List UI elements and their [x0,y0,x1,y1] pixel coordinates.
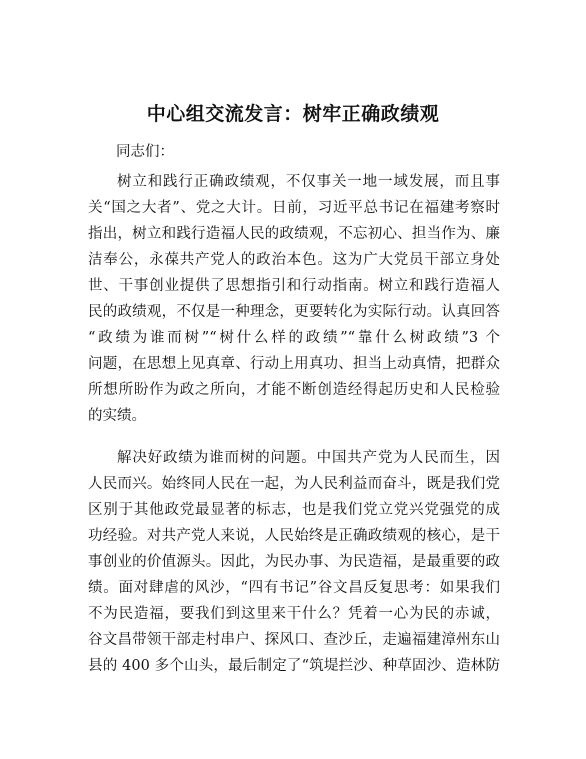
paragraph-line: 功经验。对共产党人来说，人民始终是正确政绩观的核心，是干 [88,528,500,544]
paragraph-1 [88,169,500,429]
paragraph-line: 所想所盼作为政之所向，才能不断创造经得起历史和人民检验 [88,382,500,398]
paragraph-line: 绩。面对肆虐的风沙，“四有书记”谷文昌反复思考：如果我们 [88,580,500,596]
paragraph-line: 世、干事创业提供了思想指引和行动指南。树立和践行造福人 [88,278,500,294]
paragraph-line: 民的政绩观，不仅是一种理念，更要转化为实际行动。认真回答 [88,304,500,320]
paragraph-line: 区别于其他政党最显著的标志，也是我们党立党兴党强党的成 [88,502,500,518]
document-title: 中心组交流发言：树牢正确政绩观 [146,103,440,125]
paragraph-line: 事创业的价值源头。因此，为民办事、为民造福，是最重要的政 [88,554,500,570]
paragraph-line: 解决好政绩为谁而树的问题。中国共产党为人民而生，因 [117,450,500,466]
paragraph-line: 洁奉公，永葆共产党人的政治本色。这为广大党员干部立身处 [88,252,500,268]
paragraph-line: 树立和践行正确政绩观，不仅事关一地一域发展，而且事 [117,174,500,190]
paragraph-line: 不为民造福，要我们到这里来干什么？凭着一心为民的赤诚， [88,606,500,622]
paragraph-2 [88,445,500,679]
paragraph-line: 关“国之大者”、党之大计。日前，习近平总书记在福建考察时 [88,200,500,216]
greeting: 同志们： [116,144,174,160]
paragraph-line: 指出，树立和践行造福人民的政绩观，不忘初心、担当作为、廉 [88,226,500,242]
paragraph-line: 县的 400 多个山头，最后制定了“筑堤拦沙、种草固沙、造林防 [88,658,500,674]
paragraph-line: 问题，在思想上见真章、行动上用真功、担当上动真情，把群众 [88,356,500,372]
paragraph-line: 的实绩。 [88,408,146,424]
paragraph-line: 人民而兴。始终同人民在一起，为人民利益而奋斗，既是我们党 [88,476,500,492]
paragraph-line: 谷文昌带领干部走村串户、探风口、查沙丘，走遍福建漳州东山 [88,632,500,648]
paragraph-line: “政绩为谁而树”“树什么样的政绩”“靠什么树政绩”3 个 [88,330,500,346]
